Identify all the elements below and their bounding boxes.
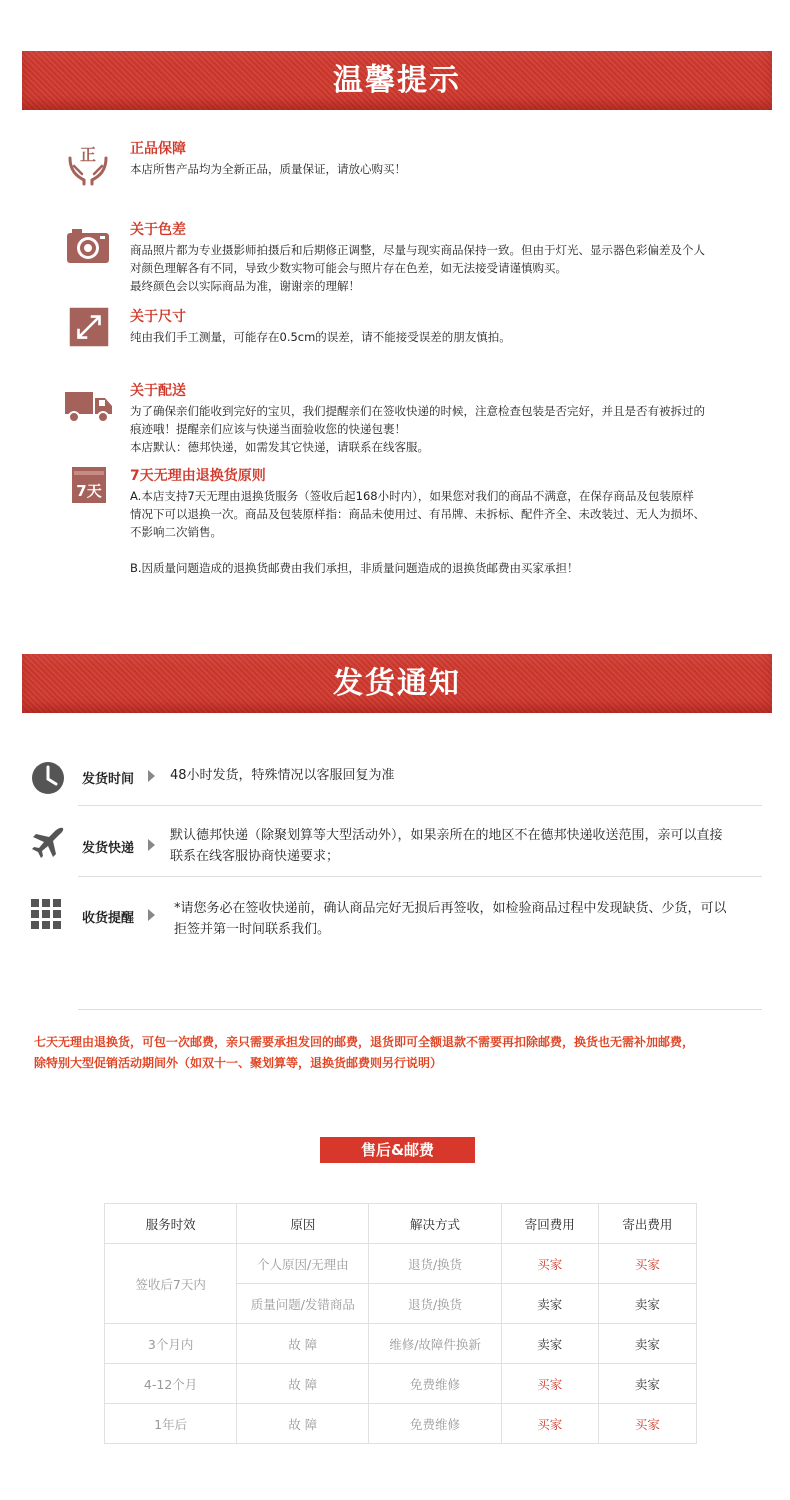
tip-title: 关于尺寸 <box>130 309 186 325</box>
svg-text:正: 正 <box>79 145 97 164</box>
delivery-truck-icon <box>64 382 114 430</box>
table-cell: 卖家 <box>598 1364 696 1404</box>
ship-row-time <box>30 760 770 800</box>
table-cell: 买家 <box>501 1404 598 1444</box>
ship-row-receive <box>30 898 770 943</box>
table-row <box>105 1364 697 1404</box>
table-header: 寄回费用 <box>501 1204 598 1244</box>
tip-line: B.因质量问题造成的退换货邮费由我们承担，非质量问题造成的退换货邮费由买家承担！ <box>130 561 579 575</box>
table-cell: 卖家 <box>598 1324 696 1364</box>
shipping-banner: 发货通知 <box>22 654 772 713</box>
table-cell: 买家 <box>598 1404 696 1444</box>
warm-tips-banner: 温馨提示 <box>22 51 772 110</box>
table-cell: 退货/换货 <box>369 1244 501 1284</box>
divider <box>78 805 762 806</box>
tip-line: 痕迹哦！提醒亲们应该与快递当面验收您的快递包裹！ <box>130 422 406 436</box>
table-cell: 质量问题/发错商品 <box>237 1284 369 1324</box>
genuine-hands-icon <box>64 140 112 188</box>
after-sales-badge: 售后&邮费 <box>320 1137 475 1163</box>
after-sales-table <box>104 1203 697 1444</box>
table-cell: 1年后 <box>105 1404 237 1444</box>
tip-line: 不影响二次销售。 <box>130 525 222 539</box>
ship-row-courier <box>30 825 770 870</box>
table-cell: 买家 <box>501 1244 598 1284</box>
tip-line: 最终颜色会以实际商品为准，谢谢亲的理解！ <box>130 279 360 293</box>
table-header: 解决方式 <box>369 1204 501 1244</box>
tip-line <box>130 541 760 559</box>
tip-line: 本店默认：德邦快递，如需发其它快递，请联系在线客服。 <box>130 440 429 454</box>
tip-line: 商品照片都为专业摄影师拍摄后和后期修正调整，尽量与现实商品保持一致。但由于灯光、显示器色彩偏差及个人 <box>130 243 705 257</box>
table-row <box>105 1244 697 1284</box>
table-cell: 卖家 <box>598 1284 696 1324</box>
seven-day-calendar-icon <box>70 463 108 505</box>
tip-line: 情况下可以退换一次。商品及包装原样指：商品未使用过、有吊牌、未拆标、配件齐全、未改装过、无人为损坏、 <box>130 507 705 521</box>
ship-label: 发货快递 <box>82 841 135 856</box>
clock-icon <box>30 760 66 796</box>
tip-line: 对颜色理解各有不同，导致少数实物可能会与照片存在色差，如无法接受请谨慎购买。 <box>130 261 567 275</box>
airplane-icon <box>30 825 66 861</box>
table-header: 原因 <box>237 1204 369 1244</box>
tip-return-policy <box>64 467 764 587</box>
divider <box>78 1009 762 1010</box>
table-cell: 维修/故障件换新 <box>369 1324 501 1364</box>
table-cell: 4-12个月 <box>105 1364 237 1404</box>
table-cell: 卖家 <box>501 1324 598 1364</box>
resize-arrow-icon <box>68 306 110 348</box>
tip-color <box>64 221 764 291</box>
arrow-right-icon <box>148 909 155 921</box>
divider <box>78 876 762 877</box>
tip-size <box>64 308 764 353</box>
tip-title: 正品保障 <box>130 141 186 157</box>
ship-value: *请您务必在签收快递前，确认商品完好无损后再签收，如检验商品过程中发现缺货、少货，可以 拒签并第一时间联系我们。 <box>174 901 727 937</box>
grid-icon <box>30 898 62 930</box>
tip-genuine <box>64 140 764 190</box>
tip-line: A.本店支持7天无理由退换货服务（签收后起168小时内），如果您对我们的商品不满意，在保存商品及包装原样 <box>130 489 694 503</box>
table-row <box>105 1324 697 1364</box>
table-header-row <box>105 1204 697 1244</box>
tip-title: 关于色差 <box>130 222 186 238</box>
return-shipping-notice: 七天无理由退换货，可包一次邮费，亲只需要承担发回的邮费，退货即可全额退款不需要再扣除邮费，换货也无需补加邮费， 除特别大型促销活动期间外（如双十一、聚划算等，退换货邮费则另行说明） <box>34 1035 695 1070</box>
camera-icon <box>64 223 112 271</box>
table-cell: 故 障 <box>237 1324 369 1364</box>
table-header: 寄出费用 <box>598 1204 696 1244</box>
table-header: 服务时效 <box>105 1204 237 1244</box>
ship-label: 收货提醒 <box>82 911 135 926</box>
ship-value: 48小时发货，特殊情况以客服回复为准 <box>170 768 395 783</box>
tip-line: 为了确保亲们能收到完好的宝贝，我们提醒亲们在签收快递的时候，注意检查包装是否完好，并且是否有被拆过的 <box>130 404 705 418</box>
arrow-right-icon <box>148 839 155 851</box>
table-cell: 退货/换货 <box>369 1284 501 1324</box>
table-cell: 买家 <box>598 1244 696 1284</box>
table-row <box>105 1404 697 1444</box>
table-cell: 卖家 <box>501 1284 598 1324</box>
tip-title: 7天无理由退换货原则 <box>130 468 266 484</box>
table-cell: 故 障 <box>237 1404 369 1444</box>
calendar-label: 7天 <box>76 482 102 500</box>
tip-line: 纯由我们手工测量，可能存在0.5cm的误差，请不能接受误差的朋友慎拍。 <box>130 330 511 344</box>
table-cell: 买家 <box>501 1364 598 1404</box>
tip-line: 本店所售产品均为全新正品，质量保证，请放心购买！ <box>130 162 406 176</box>
table-cell: 3个月内 <box>105 1324 237 1364</box>
tip-title: 关于配送 <box>130 383 186 399</box>
table-cell: 免费维修 <box>369 1404 501 1444</box>
arrow-right-icon <box>148 770 155 782</box>
tip-delivery <box>64 382 764 452</box>
ship-label: 发货时间 <box>82 772 135 787</box>
table-cell: 故 障 <box>237 1364 369 1404</box>
table-cell: 免费维修 <box>369 1364 501 1404</box>
table-cell: 签收后7天内 <box>105 1244 237 1324</box>
table-cell: 个人原因/无理由 <box>237 1244 369 1284</box>
ship-value: 默认德邦快递（除聚划算等大型活动外），如果亲所在的地区不在德邦快递收送范围，亲可以直接 联系在线客服协商快递要求； <box>170 828 723 864</box>
